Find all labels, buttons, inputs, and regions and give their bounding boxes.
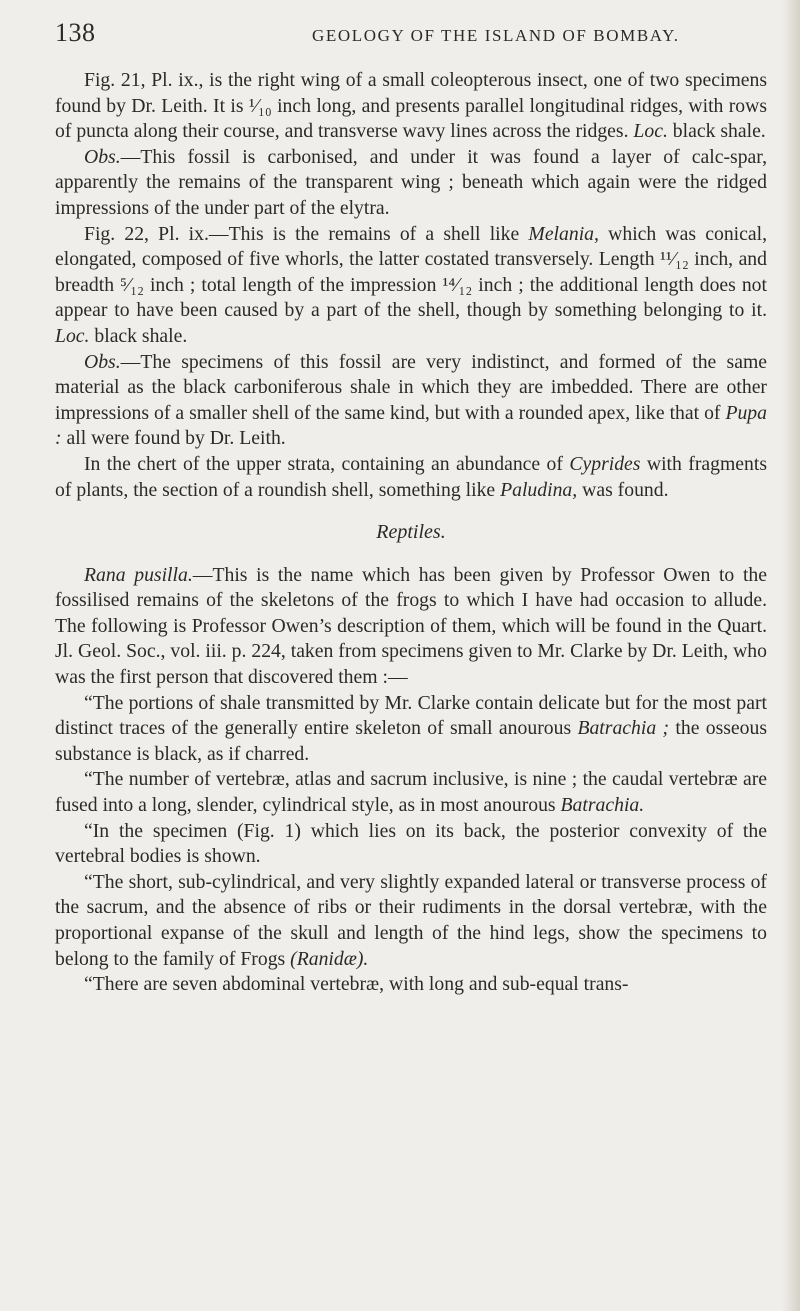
taxon-rana-pusilla: Rana pusilla. xyxy=(84,563,193,586)
quote-paragraph-5: “There are seven abdominal vertebræ, with long and sub-equal trans- xyxy=(84,973,629,996)
page-header xyxy=(55,18,760,62)
quote-paragraph-1: “The portions of shale transmitted by Mr. Clarke contain delicate but for the most part distinct traces of the generally entire skeleton of small anourous Batrachia ; the osseous substance is black, as if charred. xyxy=(55,691,768,765)
quote-paragraph-3: “In the specimen (Fig. 1) which lies on its back, the posterior convexity of the vertebral bodies is shown. xyxy=(55,819,767,868)
loc-label: Loc. xyxy=(55,324,90,347)
obs-label: Obs. xyxy=(84,350,121,373)
loc-label: Loc. xyxy=(633,120,668,143)
taxon-cyprides: Cyprides xyxy=(569,452,641,475)
page-edge-shadow xyxy=(782,0,800,1311)
quote-paragraph-2: “The number of vertebræ, atlas and sacrum inclusive, is nine ; the caudal vertebræ are fused into a long, slender, cylindrical style, as in most anourous Batrachia. xyxy=(55,768,767,817)
quote-paragraph-4: “The short, sub-cylindrical, and very slightly expanded lateral or transverse process of the sacrum, and the absence of ribs or their rudiments in the dorsal vertebræ, with the proportional expanse of the skull and length of the hind legs, show the specimens to belong to the family of Frogs (Ranidæ). xyxy=(55,870,767,970)
paragraph-chert: In the chert of the upper strata, containing an abundance of Cyprides with fragments of plants, the section of a roundish shell, something like Paludina, was found. xyxy=(55,452,767,501)
paragraph-rana-pusilla: Rana pusilla.—This is the name which has been given by Professor Owen to the fossilised remains of the skeletons of the frogs to which I have had occasion to allude. The following is Professor Owen’s description of them, which will be found in the Quart. Jl. Geol. Soc., vol. iii. p. 224, taken from specimens given to Mr. Clarke by Dr. Leith, who was the first person that discovered them :— xyxy=(55,563,768,689)
paragraph-obs-1: Obs.—This fossil is carbonised, and under it was found a layer of calc-spar, apparently the remains of the transparent wing ; beneath which again were the ridged impressions of the under part of the elytra. xyxy=(55,145,767,219)
paragraph-obs-2: Obs.—The specimens of this fossil are very indistinct, and formed of the same material as the black carboniferous shale in which they are imbedded. There are other impressions of a smaller shell of the same kind, but with a rounded apex, like that of Pupa : all were found by Dr. Leith. xyxy=(55,350,767,450)
body-text xyxy=(55,68,767,998)
section-heading-reptiles: Reptiles. xyxy=(376,521,446,544)
taxon-pupa: Pupa : xyxy=(55,401,767,450)
obs-label: Obs. xyxy=(84,145,121,168)
taxon-melania: Melania, xyxy=(528,222,599,245)
taxon-batrachia: Batrachia ; xyxy=(577,717,670,740)
taxon-batrachia: Batrachia. xyxy=(560,794,645,817)
paragraph-fig-22: Fig. 22, Pl. ix.—This is the remains of a shell like Melania, which was conical, elongated, composed of five whorls, the latter costated transversely. Length ¹¹⁄₁₂ inch, and breadth ⁵⁄₁₂ inch ; total length of the impression ¹⁴⁄₁₂ inch ; the additional length does not appear to have been caused by a part of the shell, though by something belonging to it. Loc. black shale. xyxy=(55,222,767,347)
paragraph-fig-21: Fig. 21, Pl. ix., is the right wing of a small coleopterous insect, one of two specimens found by Dr. Leith. It is ¹⁄₁₀ inch long, and presents parallel longitudinal ridges, with rows of puncta along their course, and transverse wavy lines across the ridges. Loc. black shale. xyxy=(55,69,767,143)
taxon-ranidae: (Ranidæ). xyxy=(290,947,369,970)
running-head: GEOLOGY OF THE ISLAND OF BOMBAY. xyxy=(312,26,680,45)
page-number: 138 xyxy=(55,18,96,47)
taxon-paludina: Paludina, xyxy=(500,478,578,501)
